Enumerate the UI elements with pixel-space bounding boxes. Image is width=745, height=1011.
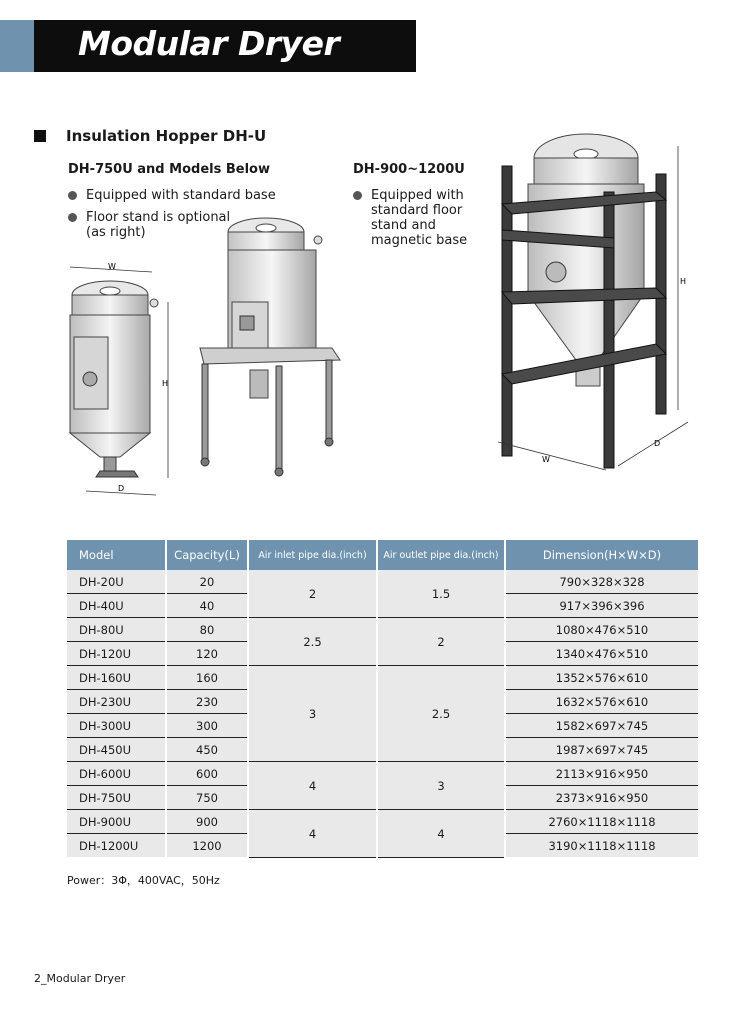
cell-dimension: 2760×1118×1118 [505,810,698,834]
cell-outlet: 3 [377,762,505,810]
cell-dimension: 1080×476×510 [505,618,698,642]
depth-dim-label: D [118,484,125,493]
bullet-dot-icon [68,213,77,222]
cell-model: DH-750U [67,786,166,810]
right-height-dim-label: H [680,277,687,286]
cell-model: DH-80U [67,618,166,642]
right-bullet-line-4: magnetic base [371,233,468,248]
table-row [67,666,698,690]
cell-outlet: 2.5 [377,666,505,762]
cell-dimension: 1582×697×745 [505,714,698,738]
cell-capacity: 300 [166,714,248,738]
cell-dimension: 1340×476×510 [505,642,698,666]
cell-capacity: 20 [166,570,248,594]
cell-inlet: 3 [248,666,377,762]
right-bullet-line-1: Equipped with [371,188,464,203]
table-row [67,570,698,594]
th-air-inlet: Air inlet pipe dia.(inch) [248,540,377,570]
cell-model: DH-300U [67,714,166,738]
cell-capacity: 900 [166,810,248,834]
cell-capacity: 1200 [166,834,248,858]
cell-inlet: 4 [248,762,377,810]
section-marker-icon [34,130,46,142]
cell-model: DH-40U [67,594,166,618]
left-bullet-2-cont: (as right) [86,225,146,240]
cell-outlet: 2 [377,618,505,666]
height-dim-label: H [162,379,169,388]
cell-outlet: 4 [377,810,505,858]
th-air-outlet: Air outlet pipe dia.(inch) [377,540,505,570]
cell-capacity: 40 [166,594,248,618]
cell-inlet: 2.5 [248,618,377,666]
header-accent-tab [0,20,34,72]
right-bullet-line-3: stand and [371,218,436,233]
cell-capacity: 230 [166,690,248,714]
cell-capacity: 80 [166,618,248,642]
cell-capacity: 600 [166,762,248,786]
page-title: Modular Dryer [78,24,340,63]
cell-dimension: 1352×576×610 [505,666,698,690]
cell-model: DH-120U [67,642,166,666]
th-model: Model [67,540,166,570]
section-title: Insulation Hopper DH-U [66,127,267,145]
right-width-dim-label: W [542,455,550,464]
bullet-dot-icon [353,191,362,200]
cell-capacity: 750 [166,786,248,810]
table-row [67,762,698,786]
cell-dimension: 917×396×396 [505,594,698,618]
cell-dimension: 2373×916×950 [505,786,698,810]
cell-capacity: 450 [166,738,248,762]
cell-capacity: 160 [166,666,248,690]
cell-model: DH-900U [67,810,166,834]
power-note: Power：3Φ，400VAC，50Hz [67,874,220,887]
left-bullet-1: Equipped with standard base [86,188,276,203]
right-depth-dim-label: D [654,439,661,448]
table-row [67,618,698,642]
cell-model: DH-160U [67,666,166,690]
cell-outlet: 1.5 [377,570,505,618]
left-bullet-2: Floor stand is optional [86,210,231,225]
height-dimension-line [160,300,180,480]
large-hopper-frame-illustration [488,112,698,472]
cell-dimension: 1987×697×745 [505,738,698,762]
cell-model: DH-230U [67,690,166,714]
cell-model: DH-1200U [67,834,166,858]
cell-inlet: 4 [248,810,377,858]
table-row [67,810,698,834]
page-footer: 2_Modular Dryer [34,972,126,985]
cell-dimension: 3190×1118×1118 [505,834,698,858]
width-dim-label: W [108,262,116,271]
bullet-dot-icon [68,191,77,200]
cell-inlet: 2 [248,570,377,618]
table-header-row [67,540,698,570]
th-dimension: Dimension(H×W×D) [505,540,698,570]
cell-dimension: 1632×576×610 [505,690,698,714]
th-capacity: Capacity(L) [166,540,248,570]
right-bullet-line-2: standard floor [371,203,463,218]
hopper-floor-stand-illustration [192,210,347,480]
cell-model: DH-20U [67,570,166,594]
spec-table [67,540,698,858]
cell-model: DH-450U [67,738,166,762]
left-subtitle: DH-750U and Models Below [68,162,270,177]
cell-model: DH-600U [67,762,166,786]
cell-dimension: 2113×916×950 [505,762,698,786]
cell-capacity: 120 [166,642,248,666]
right-subtitle: DH-900~1200U [353,162,465,177]
cell-dimension: 790×328×328 [505,570,698,594]
